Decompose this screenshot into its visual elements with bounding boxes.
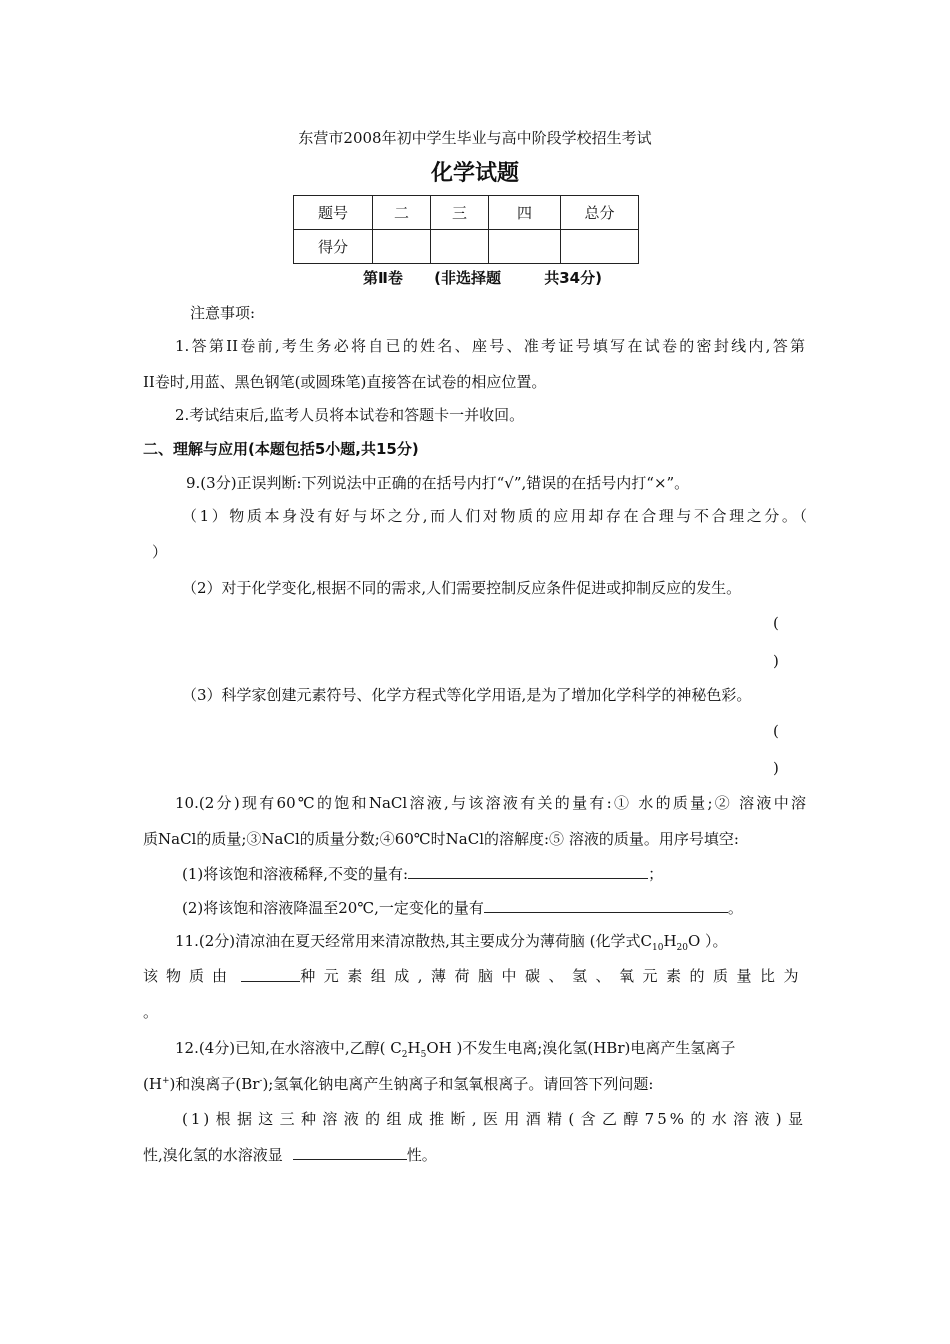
score-row-label: 得分 bbox=[294, 230, 373, 264]
q11-element-count-blank[interactable] bbox=[241, 966, 300, 982]
q9-statement-3: （3）科学家创建元素符号、化学方程式等化学用语,是为了增加化学科学的神秘色彩。 bbox=[182, 686, 752, 704]
score-table-header-cell: 三 bbox=[431, 196, 489, 230]
q11-h: H bbox=[663, 932, 677, 950]
q12-sub1-line2 bbox=[143, 1144, 437, 1165]
q11-line3: 。 bbox=[143, 1003, 159, 1021]
q11-line1-a: 11.(2分)清凉油在夏天经常用来清凉散热,其主要成分为薄荷脑 (化学式C bbox=[175, 932, 652, 950]
q12-sub1-line2-b: 性。 bbox=[406, 1146, 437, 1164]
score-cell[interactable] bbox=[489, 230, 561, 264]
score-table-score-row bbox=[294, 230, 639, 264]
q12-line1-a: 12.(4分)已知,在水溶液中,乙醇( C bbox=[175, 1039, 402, 1057]
q9-answer-bracket-2-open[interactable]: ( bbox=[773, 614, 779, 632]
q9-stem: 9.(3分)正误判断:下列说法中正确的在括号内打“√”,错误的在括号内打“×”。 bbox=[186, 474, 690, 492]
q10-sub1-end: ； bbox=[648, 865, 664, 883]
q12-line2-b: )和溴离子(Br bbox=[169, 1075, 260, 1093]
notes-item2: 2.考试结束后,监考人员将本试卷和答题卡一并收回。 bbox=[175, 406, 525, 424]
notes-item1-line1: 1.答第II卷前,考生务必将自已的姓名、座号、准考证号填写在试卷的密封线内,答第 bbox=[175, 337, 805, 355]
q12-h-subscript: 5 bbox=[420, 1050, 427, 1060]
q12-line2-c: );氢氧化钠电离产生钠离子和氢氧根离子。请回答下列问题: bbox=[262, 1075, 654, 1093]
q12-line2-a: (H bbox=[143, 1075, 162, 1093]
q12-br-superscript: - bbox=[259, 1076, 263, 1086]
q10-sub1-blank[interactable] bbox=[408, 863, 648, 879]
q12-h-superscript: + bbox=[161, 1076, 170, 1086]
q11-line1 bbox=[175, 931, 728, 951]
q10-sub2-blank[interactable] bbox=[484, 897, 728, 913]
volume-total: 共34分) bbox=[544, 269, 602, 287]
notes-heading: 注意事项: bbox=[190, 304, 256, 322]
q10-sub2-end: 。 bbox=[727, 899, 743, 917]
q12-line1 bbox=[175, 1038, 735, 1058]
q9-statement-1: （1）物质本身没有好与坏之分,而人们对物质的应用却存在合理与不合理之分。（ bbox=[182, 507, 807, 525]
q12-sub1-line1: (1)根据这三种溶液的组成推断,医用酒精(含乙醇75%的水溶液)显 bbox=[182, 1110, 806, 1128]
q11-line2-a: 该物质由 bbox=[143, 967, 236, 985]
q10-line1: 10.(2分)现有60℃的饱和NaCl溶液,与该溶液有关的量有:① 水的质量;② 溶液中溶 bbox=[175, 794, 806, 812]
score-table-header-cell: 二 bbox=[373, 196, 431, 230]
part2-heading: 二、理解与应用(本题包括5小题,共15分) bbox=[143, 440, 419, 458]
volume-name: 第Ⅱ卷 bbox=[363, 269, 403, 287]
score-table-header-cell: 四 bbox=[489, 196, 561, 230]
q11-line2-b: 种元素组成,薄荷脑中碳、氢、氧元素的质量比为 bbox=[300, 967, 807, 985]
paper-title: 化学试题 bbox=[430, 161, 519, 186]
q9-statement-2: （2）对于化学变化,根据不同的需求,人们需要控制反应条件促进或抑制反应的发生。 bbox=[182, 579, 742, 597]
volume-type: (非选择题 bbox=[434, 269, 501, 287]
q11-h-subscript: 20 bbox=[676, 943, 688, 953]
score-table bbox=[293, 195, 639, 264]
score-table-header-cell: 总分 bbox=[561, 196, 639, 230]
q10-sub1 bbox=[182, 863, 663, 884]
q11-line1-b: O ）。 bbox=[687, 932, 728, 950]
exam-title: 东营市2008年初中学生毕业与高中阶段学校招生考试 bbox=[298, 129, 652, 147]
q12-h: H bbox=[407, 1039, 421, 1057]
q9-answer-bracket-2-close[interactable]: ) bbox=[773, 652, 779, 670]
q9-answer-bracket-3-open[interactable]: ( bbox=[773, 722, 779, 740]
score-table-header-row bbox=[294, 196, 639, 230]
q9-answer-bracket-3-close[interactable]: ) bbox=[773, 759, 779, 777]
score-cell[interactable] bbox=[431, 230, 489, 264]
q12-line2 bbox=[143, 1074, 653, 1094]
q10-sub2-text: (2)将该饱和溶液降温至20℃,一定变化的量有 bbox=[182, 899, 484, 917]
q12-c-subscript: 2 bbox=[401, 1050, 408, 1060]
q12-sub1-line2-a: 性,溴化氢的水溶液显 bbox=[143, 1146, 283, 1164]
score-cell[interactable] bbox=[373, 230, 431, 264]
q10-sub2 bbox=[182, 897, 743, 918]
q11-line2 bbox=[143, 966, 807, 986]
q12-line1-b: OH )不发生电离;溴化氢(HBr)电离产生氢离子 bbox=[426, 1039, 736, 1057]
q12-acidity-blank[interactable] bbox=[293, 1144, 407, 1160]
volume-heading bbox=[363, 268, 602, 288]
q11-c-subscript: 10 bbox=[651, 943, 664, 953]
q10-line2: 质NaCl的质量;③NaCl的质量分数;④60℃时NaCl的溶解度:⑤ 溶液的质量。用序号填空: bbox=[143, 830, 739, 848]
q10-sub1-text: (1)将该饱和溶液稀释,不变的量有: bbox=[182, 865, 409, 883]
q9-answer-bracket-1[interactable]: ） bbox=[152, 543, 168, 561]
notes-item1-line2: II卷时,用蓝、黑色钢笔(或圆珠笔)直接答在试卷的相应位置。 bbox=[143, 373, 547, 391]
score-cell[interactable] bbox=[561, 230, 639, 264]
score-table-header-cell: 题号 bbox=[294, 196, 373, 230]
